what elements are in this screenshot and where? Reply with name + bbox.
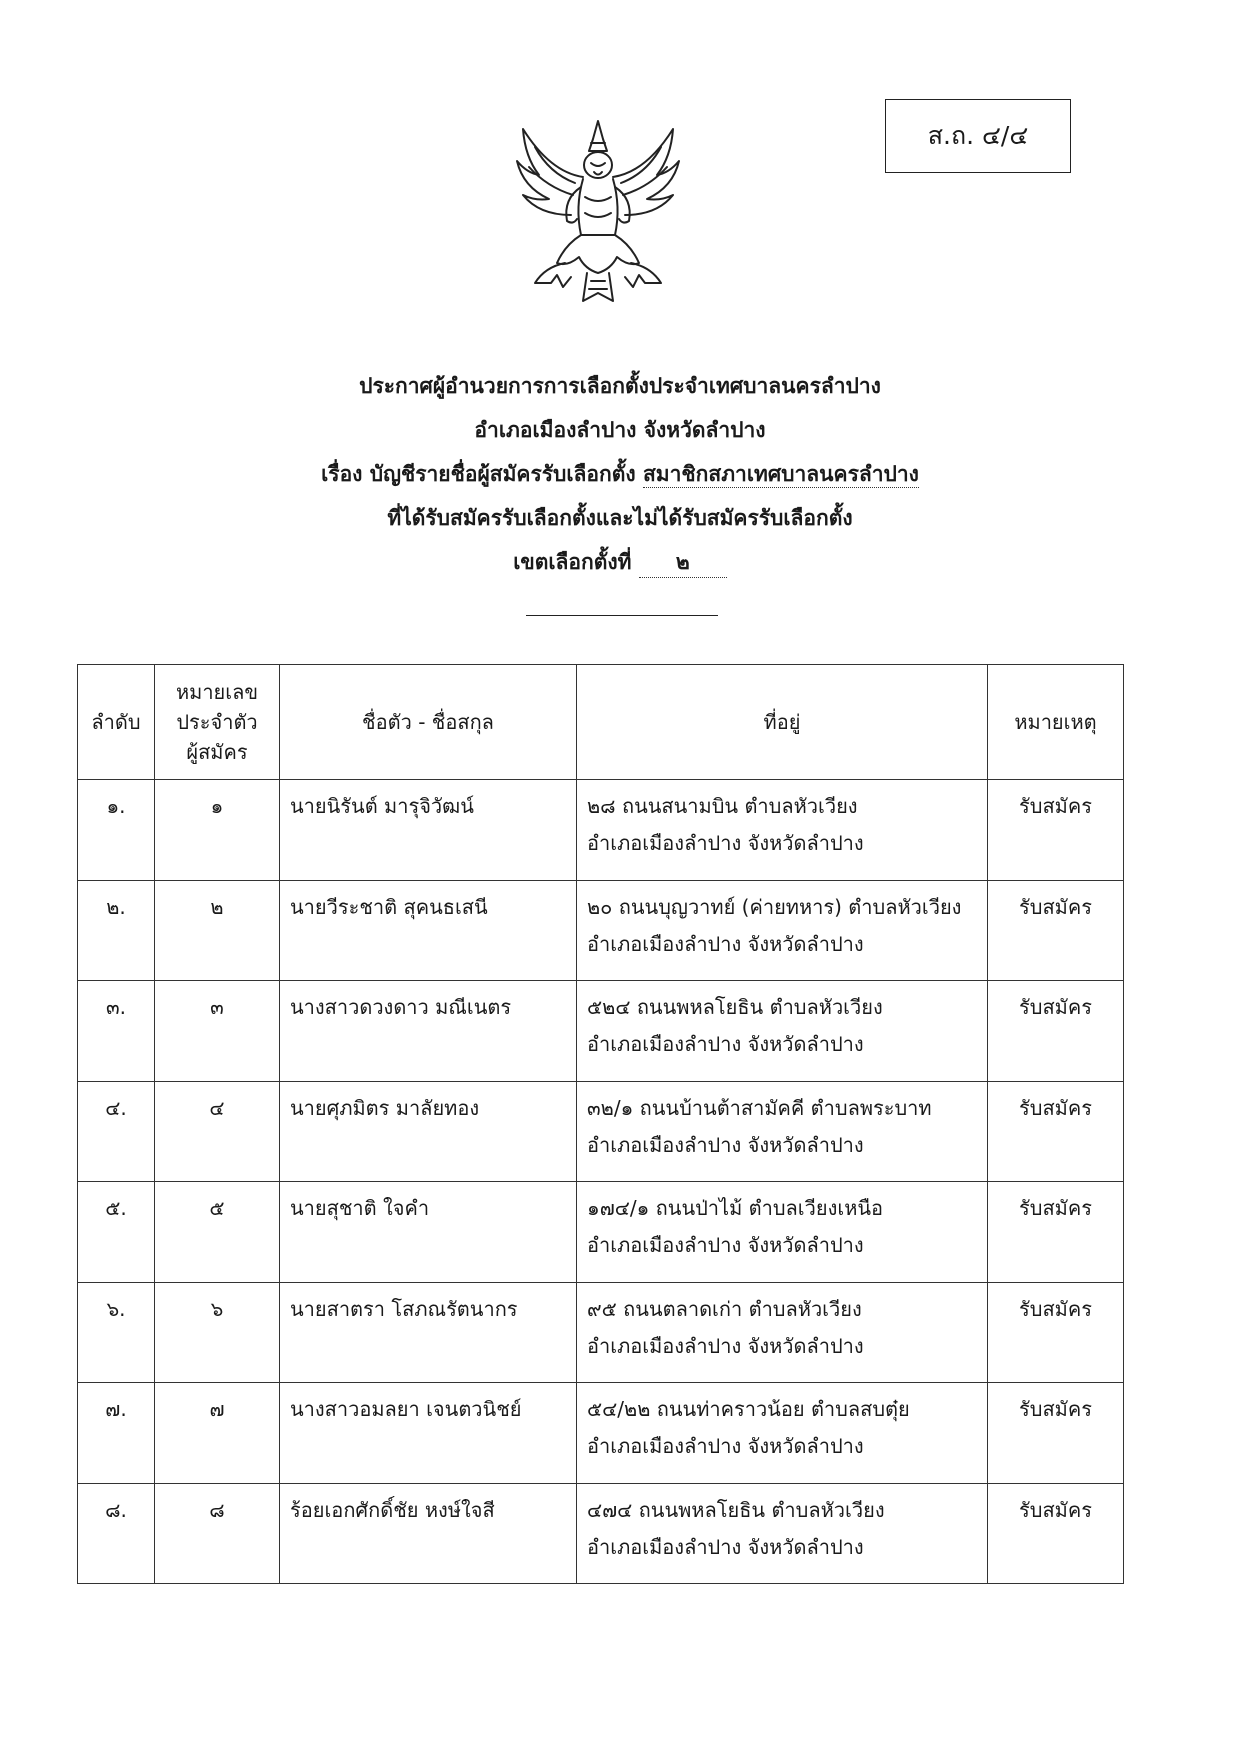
header-order: ลำดับ <box>78 665 155 780</box>
table-header-row <box>78 665 1124 780</box>
heading-subject-filled: สมาชิกสภาเทศบาลนครลำปาง <box>642 462 919 486</box>
heading-divider <box>526 615 718 616</box>
row-address-line-2: อำเภอเมืองลำปาง จังหวัดลำปาง <box>587 1132 864 1157</box>
table-row <box>78 1483 1124 1584</box>
row-address <box>577 780 988 881</box>
row-address <box>577 1182 988 1283</box>
row-name: นางสาวอมลยา เจนตวนิชย์ <box>280 1383 577 1484</box>
row-name: นางสาวดวงดาว มณีเนตร <box>280 981 577 1082</box>
table-row <box>78 1081 1124 1182</box>
row-address <box>577 880 988 981</box>
table-row <box>78 780 1124 881</box>
row-remark: รับสมัคร <box>988 981 1124 1082</box>
row-remark: รับสมัคร <box>988 780 1124 881</box>
row-address-line-1: ๕๔/๒๒ ถนนท่าคราวน้อย ตำบลสบตุ๋ย <box>587 1397 910 1421</box>
row-order: ๑. <box>78 780 155 881</box>
district-value: ๒ <box>639 547 727 578</box>
row-candidate-number: ๖ <box>155 1282 280 1383</box>
row-remark: รับสมัคร <box>988 1483 1124 1584</box>
row-remark: รับสมัคร <box>988 1282 1124 1383</box>
header-candidate-number-line-2: ประจำตัว <box>176 710 258 734</box>
row-address-line-1: ๙๕ ถนนตลาดเก่า ตำบลหัวเวียง <box>587 1296 862 1321</box>
table-row <box>78 981 1124 1082</box>
candidate-table <box>77 664 1124 1584</box>
header-address: ที่อยู่ <box>577 665 988 780</box>
row-remark: รับสมัคร <box>988 1383 1124 1484</box>
row-candidate-number: ๗ <box>155 1383 280 1484</box>
row-candidate-number: ๑ <box>155 780 280 881</box>
heading-subject-prefix: เรื่อง บัญชีรายชื่อผู้สมัครรับเลือกตั้ง <box>321 462 636 486</box>
row-address-line-1: ๒๘ ถนนสนามบิน ตำบลหัวเวียง <box>587 794 858 818</box>
table-row <box>78 880 1124 981</box>
row-address-line-1: ๕๒๔ ถนนพหลโยธิน ตำบลหัวเวียง <box>587 995 883 1019</box>
header-name: ชื่อตัว - ชื่อสกุล <box>280 665 577 780</box>
row-address <box>577 981 988 1082</box>
heading-line-4-text: ที่ได้รับสมัครรับเลือกตั้งและไม่ได้รับสมัครรับเลือกตั้ง <box>387 506 853 530</box>
row-address-line-2: อำเภอเมืองลำปาง จังหวัดลำปาง <box>587 1434 864 1458</box>
row-address-line-1: ๓๒/๑ ถนนบ้านต้าสามัคคี ตำบลพระบาท <box>587 1095 932 1120</box>
header-candidate-number-line-3: ผู้สมัคร <box>186 740 248 764</box>
row-address <box>577 1483 988 1584</box>
row-address <box>577 1383 988 1484</box>
row-address <box>577 1081 988 1182</box>
row-address <box>577 1282 988 1383</box>
row-remark: รับสมัคร <box>988 1182 1124 1283</box>
header-remark: หมายเหตุ <box>988 665 1124 780</box>
row-order: ๓. <box>78 981 155 1082</box>
row-address-line-2: อำเภอเมืองลำปาง จังหวัดลำปาง <box>587 1032 864 1056</box>
district-label: เขตเลือกตั้งที่ <box>513 550 632 574</box>
heading-line-3 <box>220 452 1020 496</box>
row-order: ๒. <box>78 880 155 981</box>
row-address-line-2: อำเภอเมืองลำปาง จังหวัดลำปาง <box>587 1534 864 1559</box>
row-remark: รับสมัคร <box>988 880 1124 981</box>
form-code: ส.ถ. ๔/๔ <box>927 121 1029 150</box>
heading-line-4 <box>220 496 1020 540</box>
row-order: ๖. <box>78 1282 155 1383</box>
table-row <box>78 1383 1124 1484</box>
row-address-line-1: ๒๐ ถนนบุญวาทย์ (ค่ายทหาร) ตำบลหัวเวียง <box>587 894 962 919</box>
row-candidate-number: ๕ <box>155 1182 280 1283</box>
row-name: นายวีระชาติ สุคนธเสนี <box>280 880 577 981</box>
row-order: ๕. <box>78 1182 155 1283</box>
table-row <box>78 1282 1124 1383</box>
header-candidate-number <box>155 665 280 780</box>
heading-line-5 <box>220 540 1020 584</box>
header-candidate-number-line-1: หมายเลข <box>175 680 259 704</box>
row-candidate-number: ๒ <box>155 880 280 981</box>
row-address-line-1: ๑๗๔/๑ ถนนป่าไม้ ตำบลเวียงเหนือ <box>587 1196 884 1220</box>
announcement-heading <box>220 364 1020 584</box>
row-candidate-number: ๔ <box>155 1081 280 1182</box>
row-address-line-2: อำเภอเมืองลำปาง จังหวัดลำปาง <box>587 1333 864 1358</box>
row-order: ๘. <box>78 1483 155 1584</box>
row-name: ร้อยเอกศักดิ์ชัย หงษ์ใจสี <box>280 1483 577 1584</box>
row-name: นายศุภมิตร มาลัยทอง <box>280 1081 577 1182</box>
row-candidate-number: ๘ <box>155 1483 280 1584</box>
row-remark: รับสมัคร <box>988 1081 1124 1182</box>
row-address-line-2: อำเภอเมืองลำปาง จังหวัดลำปาง <box>587 931 864 956</box>
row-address-line-2: อำเภอเมืองลำปาง จังหวัดลำปาง <box>587 831 864 855</box>
row-name: นายนิรันต์ มารุจิวัฒน์ <box>280 780 577 881</box>
heading-line-2 <box>220 408 1020 452</box>
row-order: ๗. <box>78 1383 155 1484</box>
garuda-emblem-icon <box>505 117 691 309</box>
row-address-line-1: ๔๗๔ ถนนพหลโยธิน ตำบลหัวเวียง <box>587 1497 885 1522</box>
row-name: นายสาตรา โสภณรัตนากร <box>280 1282 577 1383</box>
heading-line-1 <box>220 364 1020 408</box>
row-candidate-number: ๓ <box>155 981 280 1082</box>
row-name: นายสุชาติ ใจคำ <box>280 1182 577 1283</box>
row-address-line-2: อำเภอเมืองลำปาง จังหวัดลำปาง <box>587 1233 864 1257</box>
table-row <box>78 1182 1124 1283</box>
heading-line-1-text: ประกาศผู้อำนวยการการเลือกตั้งประจำเทศบาลนครลำปาง <box>359 374 881 398</box>
heading-line-2-text: อำเภอเมืองลำปาง จังหวัดลำปาง <box>474 418 766 442</box>
row-order: ๔. <box>78 1081 155 1182</box>
form-code-box <box>885 99 1071 173</box>
